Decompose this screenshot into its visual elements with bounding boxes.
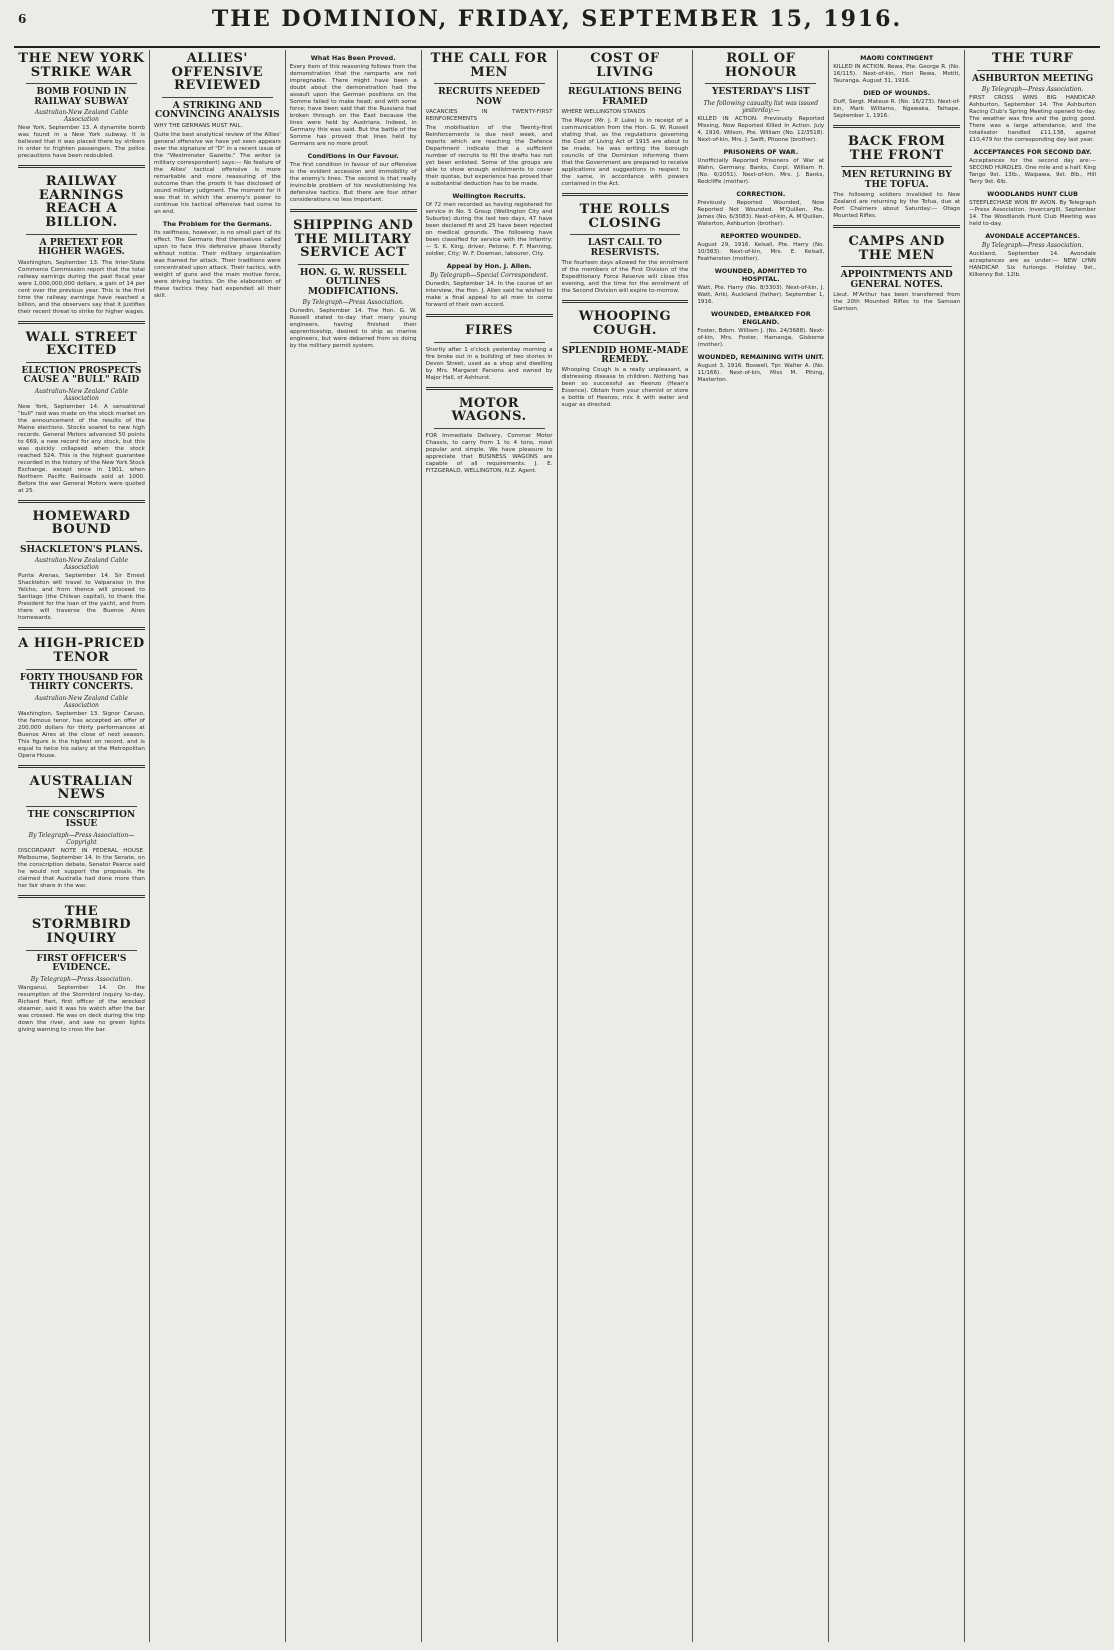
subheadline: LAST CALL TO RESERVISTS. [587, 238, 662, 258]
article [154, 220, 281, 300]
article [290, 54, 417, 148]
column-1 [14, 50, 150, 1642]
subheadline: Wellington Recruits. [452, 192, 526, 201]
article [290, 152, 417, 204]
headline: CAMPS AND THE MEN [848, 234, 945, 263]
article-body: August 29, 1916. Kelsall, Pte. Harry (No. 10/383). Next-of-kin, Mrs. E. Kelsall, Featherston (mother). [697, 241, 825, 262]
subheadline: MAORI CONTINGENT [860, 54, 934, 62]
headline: WALL STREET EXCITED [25, 329, 138, 359]
article-body: Wanganui, September 14. On the resumption of the Stormbird inquiry to-day, Richard Hart, first officer of the wrecked steamer, said it was his watch after the bar was crossed. He was on deck during the trip down the river, and saw no green lights giving warning to cross the bar. [18, 984, 145, 1033]
article-body: New York, September 14. A sensational "bull" raid was made on the stock market on the announcement of the results of the Maine elections. Stocks soared to new high records. General Motors advanced 50 points to 669, a new record for any stock, but this was quickly collapsed when the stock reached 524. This is the highest guarantee recorded in the history of the New York Stock Exchange, except once in 1901, when Northern Pacific Railroads sold at 1000. Before the war General Motors were quoted at 25. [18, 403, 145, 494]
divider [162, 97, 273, 98]
divider [562, 193, 689, 196]
subheadline: WOUNDED, REMAINING WITH UNIT. [697, 352, 824, 361]
article-body: Watt, Pte. Harry (No. 8/3303). Next-of-kin, J. Watt, Ariki, Auckland (father). September 1, 1916. [697, 284, 825, 305]
source-line: By Telegraph—Press Association. [302, 299, 404, 307]
divider [570, 83, 681, 84]
divider [18, 627, 145, 630]
article-body: FOR Immediate Delivery, Commer Motor Chassis, to carry from 1 to 4 tons, most popular and simple. We have pleasure to appreciate that BUSINESS WAGONS are capable of all requirements. J. E. FITZGERALD, WELLINGTON, N.Z. Agent. [425, 433, 553, 475]
headline: MOTOR WAGONS. [451, 395, 527, 425]
subheadline: What Has Been Proved. [310, 54, 396, 62]
column-3 [286, 50, 422, 1642]
article [18, 895, 145, 1034]
article-body: DISCORDANT NOTE IN FEDERAL HOUSE. Melbourne, September 14. In the Senate, on the conscription debate, Senator Pearce said he would not support the proposals. He claimed that Australia had done more than her fair share in the war. [18, 847, 145, 889]
divider [426, 387, 553, 390]
subheadline: Appeal by Hon. J. Allen. [446, 262, 532, 271]
article-body: Foster, Bdsm. William J. (No. 24/3688). Next-of-kin, Mrs. Foster, Hamanga, Gisborne (mother). [697, 327, 825, 348]
article-body: Whooping Cough is a really unpleasant, a distressing disease to children. Nothing has been so successful as Heenzo (Hean's Essence). Obtain from your chemist or store a bottle of Heenzo, mix it with water and sugar as directed. [561, 367, 689, 409]
divider [434, 428, 545, 429]
headline: AUSTRALIAN NEWS [29, 773, 134, 803]
divider [26, 234, 137, 235]
article [697, 267, 824, 306]
article [426, 262, 553, 309]
divider [298, 264, 409, 265]
subheadline: SPLENDID HOME-MADE REMEDY. [561, 345, 689, 366]
source-line: By Telegraph—Press Association. [981, 86, 1084, 94]
article-body: Quite the best analytical review of the Allies' general offensive we have yet seen appears over the signature of "D" in a recent issue of the "Westminster Gazette." The writer (a military correspondent) says:— No feature of the Allies' tactical offensive is more remarkable and more reassuring of the outcome than the proofs it has disclosed of sound military judgment. The moment for it was that in which the enemy's power to continue his tactical offensive had come to an end. [153, 131, 281, 215]
article-body: VACANCIES IN TWENTY-FIRST REINFORCEMENTS [425, 109, 553, 123]
masthead [14, 0, 1100, 48]
column-7 [829, 50, 965, 1642]
subheadline: ACCEPTANCES FOR SECOND DAY. [973, 148, 1092, 157]
subheadline: ELECTION PROSPECTS CAUSE A "BULL" RAID [21, 365, 142, 386]
headline: SHIPPING AND THE MILITARY SERVICE ACT [293, 218, 414, 261]
article-body: August 3, 1916. Boswell, Tpr. Walter A. (No. 11/166). Next-of-kin, Miss M. Pihing, Masterton. [697, 362, 825, 383]
source-line: Australian-New Zealand Cable Association [34, 557, 129, 572]
headline: A HIGH-PRICED TENOR [18, 636, 145, 666]
article [562, 300, 689, 409]
divider [562, 300, 689, 303]
article [18, 50, 145, 160]
article-body: Punta Arenas, September 14. Sir Ernest Shackleton will travel to Valparaiso in the Yelcho, and from thence will proceed to Santiago (the Chilean capital), to thank the President for the loan of the yacht, and from there will traverse the Buenos Aires homewards. [18, 573, 145, 622]
article-body: Washington, September 13. The Inter-State Commerce Commission report that the total railway earnings during the past fiscal year were 1,000,000,000 dollars, a gain of 14 per cent over the previous year. This is the first time the railway earnings have reached a billion, and the observers say that it justifies their recent threat to strike for higher wages. [18, 259, 145, 315]
source-line: By Telegraph—Press Association—Copyright [28, 831, 135, 846]
column-8 [965, 50, 1100, 1642]
article [697, 148, 824, 186]
divider [290, 209, 417, 212]
subheadline: PRISONERS OF WAR. [723, 147, 799, 156]
article [18, 165, 145, 315]
subheadline: Conditions in Our Favour. [307, 152, 399, 160]
divider [26, 362, 137, 363]
headline: THE CALL FOR MEN [430, 51, 548, 80]
divider [841, 266, 952, 267]
subheadline: SHACKLETON'S PLANS. [19, 545, 143, 556]
divider [426, 314, 553, 317]
article [969, 190, 1096, 228]
article [969, 148, 1096, 186]
divider [833, 125, 960, 128]
headline: FIRES [465, 323, 514, 339]
source-line: Australian-New Zealand Cable Association [34, 387, 129, 402]
divider [26, 541, 137, 542]
subheadline: A STRIKING AND CONVINCING ANALYSIS [154, 100, 280, 121]
article [562, 118, 689, 188]
divider [841, 166, 952, 167]
article-body: The first condition in favour of our offensive is the evident accession and immobility of the enemy's lines. The second is that really invincible problem of his revolutionising his defensive tactics. But there are four other considerations no less important. [289, 162, 417, 203]
subheadline: YESTERDAY'S LIST [711, 87, 810, 98]
article [154, 50, 281, 130]
subheadline: FORTY THOUSAND FOR THIRTY CONCERTS. [19, 672, 143, 693]
article [833, 54, 960, 85]
divider [434, 342, 545, 343]
column-2 [150, 50, 286, 1642]
headline: THE ROLLS CLOSING [579, 202, 671, 231]
columns-container [14, 50, 1100, 1642]
divider [18, 500, 145, 503]
divider [18, 765, 145, 768]
subheadline: ASHBURTON MEETING [971, 73, 1094, 84]
article-body: KILLED IN ACTION. Rewa, Pte. George R. (No. 16/115). Next-of-kin, Hori Rewa, Motiti, Tauranga. August 31, 1916. [833, 64, 961, 84]
headline: ROLL OF HONOUR [724, 51, 797, 80]
divider [833, 225, 960, 228]
column-4 [422, 50, 558, 1642]
article [18, 500, 145, 623]
article-body: FIRST CROSS WINS BIG HANDICAP. Ashburton, September 14. The Ashburton Racing Club's Spring Meeting opened to-day. The weather was fine and the going good. There was a large attendance, and the totalisator handled £11,138, against £10,479 for the corresponding day last year. [969, 95, 1096, 144]
article-body: The fourteen days allowed for the enrolment of the members of the First Division of the Expeditionary Force Reserve will close this evening, and the time for the enrolment of the Second Division will expire to-morrow. [561, 260, 689, 295]
headline: ALLIES' OFFENSIVE REVIEWED [171, 51, 264, 94]
headline: BACK FROM THE FRONT [847, 134, 946, 163]
headline: WHOOPING COUGH. [578, 309, 672, 338]
subheadline: REGULATIONS BEING FRAMED [567, 87, 682, 107]
divider [26, 83, 137, 84]
article-body: WHY THE GERMANS MUST FAIL. [153, 122, 243, 129]
article [969, 232, 1096, 279]
headline: COST OF LIVING [590, 51, 660, 80]
article [697, 353, 824, 384]
subheadline: CORRECTION. [736, 189, 786, 198]
subheadline: REPORTED WOUNDED. [720, 231, 802, 240]
article [18, 627, 145, 759]
subheadline: WOUNDED, ADMITTED TO HOSPITAL. [714, 266, 807, 283]
article [426, 314, 553, 382]
article-body: Acceptances for the second day are:— SECOND HURDLES. One mile and a half. King Tango 9st. 13lb., Waipawa, 9st. 8lb., Hill Terry 9st. 6lb. [969, 158, 1096, 186]
divider [18, 165, 145, 168]
divider [26, 950, 137, 951]
article [833, 89, 960, 120]
article-body: New York, September 13. A dynamite bomb was found in a New York subway. It is believed that it was placed there by strikers in order to frighten passengers. The police precautions have been redoubled. [18, 125, 145, 160]
subheadline: WOUNDED, EMBARKED FOR ENGLAND. [710, 309, 811, 326]
article-body: WHERE WELLINGTON STANDS [561, 109, 646, 116]
divider [18, 895, 145, 898]
article [697, 190, 824, 228]
article [154, 132, 281, 216]
page-number: 6 [18, 12, 27, 26]
article-body: Dunedin, September 14. The Hon. G. W. Russell stated to-day that many young engineers, having finished their apprenticeship, desired to ship as marine engineers, but were debarred from so doing by the military permit system. [289, 308, 417, 350]
subheadline: WOODLANDS HUNT CLUB [987, 190, 1078, 199]
subheadline: The Problem for the Germans. [162, 219, 272, 228]
subheadline: BOMB FOUND IN RAILWAY SUBWAY [34, 87, 129, 107]
article [426, 387, 553, 475]
source-line: Australian-New Zealand Cable Association [34, 694, 129, 709]
subheadline: RECRUITS NEEDED NOW [438, 87, 540, 107]
article-body: Washington, September 13. Signor Caruso, the famous tenor, has accepted an offer of 200,000 dollars for thirty performances at Buenos Aires at the close of next season. This figure is the highest on record, and is equal to twice his salary at the Metropolitan Opera House. [18, 710, 145, 759]
divider [977, 70, 1088, 71]
headline: HOMEWARD BOUND [32, 508, 131, 538]
article-body: Unofficially Reported Prisoners of War at Wahn, Germany. Banks, Corpl. William H. (No. 6/2051). Next-of-kin, Mrs. J. Banks, Redcliffe (mother). [697, 157, 825, 185]
article-body: Its swiftness, however, is no small part of its effect. The Germans find themselves called upon to face this defensive phase literally without notice. Their military organisation was framed for attack. Their traditions were concentrated upon attack. Their tactics, with weight of guns and the main motive force, were driving tactics. On the elaboration of these tactics they had expended all their skill. [153, 229, 281, 299]
divider [705, 83, 816, 84]
article [426, 125, 553, 188]
article-body: Dunedin, September 14. In the course of an interview, the Hon. J. Allen said he wished to make a final appeal to all men to come forward of their own accord. [425, 281, 553, 309]
article [969, 50, 1096, 144]
source-line: By Telegraph—Press Association. [30, 975, 133, 983]
article-body: The Mayor (Mr. J. P. Luke) is in receipt of a communication from the Hon. G. W. Russell stating that, as the regulations governing the Cost of Living Act of 1915 are about to be made, he was writing the borough councils of the Dominion informing them that the Government are prepared to receive applications and suggestions in respect to the same, in accordance with powers contained in the Act. [561, 118, 689, 188]
article [833, 225, 960, 313]
divider [18, 321, 145, 324]
headline: THE NEW YORK STRIKE WAR [18, 51, 145, 80]
article [697, 310, 824, 349]
article [426, 192, 553, 258]
headline: THE STORMBIRD INQUIRY [31, 903, 132, 947]
source-line: By Telegraph—Special Correspondent. [430, 272, 549, 280]
article-body: KILLED IN ACTION. Previously Reported Missing, Now Reported Killed in Action. July 4, 1916. Wilson, Pte. William (No. 12/3518). Next-of-kin, Mrs. J. Swift, Pitoone (brother). [697, 115, 825, 143]
source-line: The following casualty list was issued yesterday:— [703, 99, 819, 114]
subheadline: APPOINTMENTS AND GENERAL NOTES. [840, 270, 953, 290]
newspaper-title: THE DOMINION, FRIDAY, SEPTEMBER 15, 1916. [211, 6, 903, 32]
article [697, 50, 824, 144]
article [290, 209, 417, 350]
article [18, 321, 145, 495]
divider [26, 806, 137, 807]
article-body: Auckland, September 14. Avondale acceptances are as under:— NEW LYNN HANDICAP. Six furlongs. Holiday 9st., Kilkenny 8st. 12lb. [969, 251, 1096, 279]
article [833, 125, 960, 220]
headline: THE TURF [991, 51, 1074, 66]
article [562, 193, 689, 295]
subheadline: DIED OF WOUNDS. [863, 89, 931, 97]
article [18, 765, 145, 890]
subheadline: HON. G. W. RUSSELL OUTLINES MODIFICATIONS. [299, 267, 407, 297]
divider [26, 669, 137, 670]
divider [570, 342, 681, 343]
subheadline: THE CONSCRIPTION ISSUE [27, 809, 136, 830]
subheadline: AVONDALE ACCEPTANCES. [985, 232, 1080, 241]
article-body: Of 72 men recorded as having registered for service in No. 5 Group (Wellington City and Suburbs) during the last two days, 47 have been declared fit and 25 have been rejected on medical grounds. The following have been classified for service with the Infantry:— S. K. King, driver, Petone; F. F. Manning, soldier, City; W. F. Dowman, labourer, City. [425, 202, 553, 258]
subheadline: A PRETEXT FOR HIGHER WAGES. [38, 237, 125, 258]
article-body: STEEPLECHASE WON BY AVON. By Telegraph—Press Association. Invercargill, September 14. The Woodlands Hunt Club Meeting was held to-day. [969, 200, 1096, 228]
article [426, 50, 553, 123]
article-body: Duff, Sergt. Mateue R. (No. 16/273). Next-of-kin, Mark Williams, Ngawaka, Taihape. September 1, 1916. [833, 99, 961, 119]
column-6 [693, 50, 829, 1642]
divider [434, 83, 545, 84]
source-line: Australian-New Zealand Cable Association [34, 109, 129, 124]
column-5 [558, 50, 694, 1642]
article-body: Shortly after 1 o'clock yesterday morning a fire broke out in a building of two stories in Devon Street, used as a shop and dwelling by Mrs. Margaret Parsons and owned by Major Hall, of Ashhurst. [425, 346, 553, 381]
divider [570, 234, 681, 235]
subheadline: MEN RETURNING BY THE TOFUA. [841, 170, 952, 190]
subheadline: FIRST OFFICER'S EVIDENCE. [36, 953, 127, 974]
headline: RAILWAY EARNINGS REACH A BILLION. [38, 174, 124, 231]
article-body: Previously Reported Wounded, Now Reported Not Wounded. M'Quillen, Pte. James (No. 6/3083). Next-of-kin, A. M'Quillen, Waterton, Ashburton (brother). [697, 199, 825, 227]
source-line: By Telegraph—Press Association. [981, 242, 1084, 250]
article [697, 232, 824, 263]
article-body: Lieut. M'Arthur has been transferred from the 20th Mounted Rifles to the Samoan Garrison. [833, 292, 961, 313]
article [562, 50, 689, 116]
article-body: The mobilisation of the Twenty-first Reinforcements is due next week, and reports which are reaching the Defence Department indicate that a sufficient number of recruits to fill the drafts has not yet been enlisted. Some of the groups are able to show enough enlistments to cover their quotas, but experience has proved that a substantial deduction has to be made. [425, 125, 553, 188]
article-body: Every item of this reasoning follows from the demonstration that the ramparts are not impregnable. There might have been a doubt about the demonstration had the assault upon the German positions on the Somme failed to make head; and with some force; have been said that the Russians had broken through on the East because the lines were held by Austrians. Indeed, in Germany this was said. But the battle of the Somme has proved that lines held by Germans are no more proof. [289, 64, 417, 147]
article-body: The following soldiers invalided to New Zealand are returning by the Tofua, due at Port Chalmers about Saturday:— Otago Mounted Rifles. [833, 192, 961, 220]
